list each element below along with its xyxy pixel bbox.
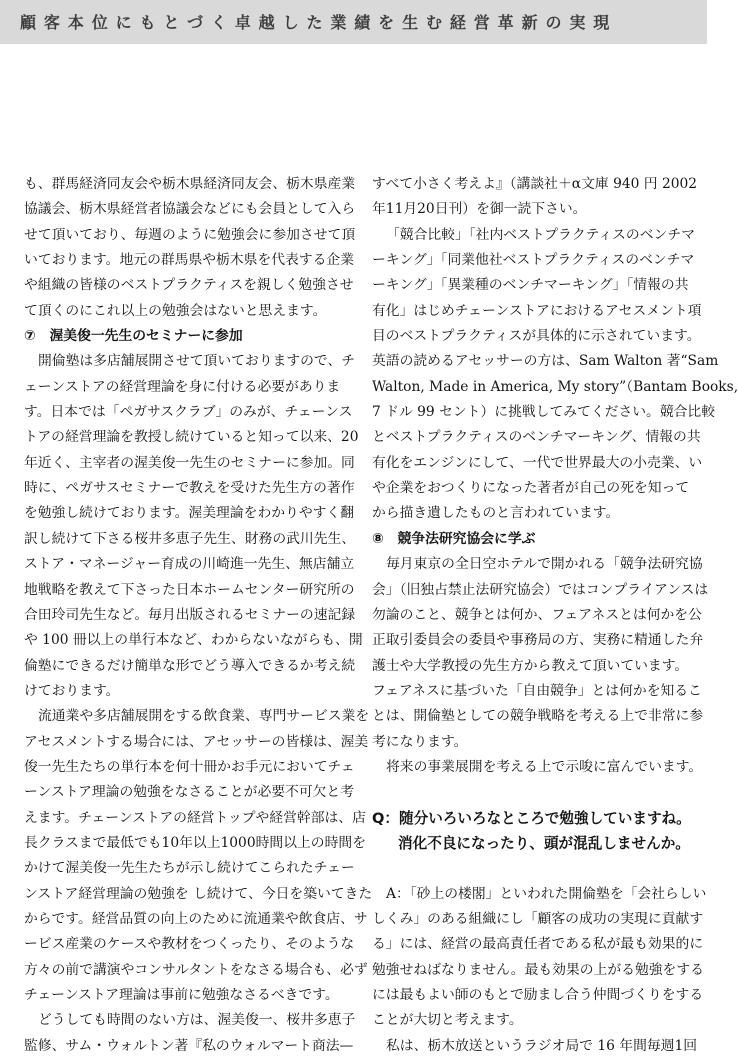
text-line: 協議会、栃木県経営者協議会などにも会員として入ら — [24, 201, 356, 218]
right-text-column — [372, 172, 738, 1059]
text-line: 勉強せねばなりません。最も効果の上がる勉強をする — [372, 961, 704, 978]
text-line: から描き遺したものと言われています。 — [372, 505, 620, 522]
text-line: えます。チェーンストアの経営トップや経営幹部は、店 — [24, 809, 366, 826]
text-line: いております。地元の群馬県や栃木県を代表する企業 — [24, 252, 355, 269]
left-text-column — [24, 172, 373, 1059]
text-line: 会」（旧独占禁止法研究協会）ではコンプライアンスは — [372, 581, 709, 598]
paragraph-start-line: 開倫塾は多店舗展開させて頂いておりますので、チ — [38, 353, 356, 370]
text-line: けております。 — [24, 682, 120, 699]
text-line: 方々の前で講演やコンサルタントをなさる場合も、必ず — [24, 961, 368, 978]
paragraph-start-line: 私は、栃木放送というラジオ局で 16 年間毎週1回 — [386, 1037, 698, 1054]
text-line: も、群馬経済同友会や栃木県経済同友会、栃木県産業 — [24, 176, 356, 192]
text-line: ーンストア理論の勉強をなさることが必要不可欠と考 — [24, 784, 355, 801]
text-line: ンストア経営理論の勉強を し続けて、今日を築いてきた — [24, 885, 373, 902]
text-line: 目のベストプラクティスが具体的に示されています。 — [372, 328, 701, 345]
text-line: や 100 冊以上の単行本など、わからないながらも、開 — [24, 632, 363, 649]
text-line: ーキング」「同業他社ベストプラクティスのベンチマ — [372, 252, 695, 269]
text-line: せて頂いており、毎週のように勉強会に参加させて頂 — [24, 226, 356, 243]
text-line: しくみ」のある組織にし「顧客の成功の実現に貢献す — [372, 910, 704, 927]
text-line: とは、開倫塾としての競争戦略を考える上で非常に参 — [372, 708, 704, 725]
text-line: 年11月20日刊）を御一読下さい。 — [372, 201, 587, 218]
text-line: や企業をおつくりになった著者が自己の死を知って — [372, 480, 690, 497]
text-line: とベストプラクティスのベンチマーキング、情報の共 — [372, 429, 701, 446]
text-line: 7 ドル 99 セント）に挑戦してみてください。競合比較 — [372, 404, 716, 421]
text-line: トアの経営理論を教授し続けていると知って以来、20 — [24, 429, 359, 446]
text-line: 考になります。 — [372, 733, 468, 750]
text-line: 俊一先生たちの単行本を何十冊かお手元においてチェ — [24, 758, 355, 775]
blank-line — [372, 856, 692, 881]
text-line: 有化」はじめチェーンストアにおけるアセスメント項 — [372, 302, 702, 319]
blank-line — [372, 780, 692, 805]
text-line: チェーンストア理論は事前に勉強なさるべきです。 — [24, 987, 339, 1003]
running-header-bar — [0, 0, 707, 44]
text-line: て頂くのにこれ以上の勉強会はないと思えます。 — [24, 302, 327, 319]
paragraph-start-line: 毎月東京の全日空ホテルで開かれる「競争法研究協 — [386, 556, 703, 573]
text-line: 時に、ペガサスセミナーで教えを受けた先生方の著作 — [24, 480, 355, 497]
text-line: ーキング」「異業種のベンチマーキング」「情報の共 — [372, 277, 689, 294]
text-line: 長クラスまで最低でも10年以上1000時間以上の時間を — [24, 834, 366, 851]
text-line: フェアネスに基づいた「自由競争」とは何かを知るこ — [372, 682, 702, 699]
text-line: 合田玲司先生など。毎月出版されるセミナーの速記録 — [24, 606, 356, 623]
question-line: Q：随分いろいろなところで勉強していますね。 — [372, 809, 691, 827]
paragraph-start-line: どうしても時間のない方は、渥美俊一、桜井多恵子 — [38, 1012, 356, 1029]
text-line: 英語の読めるアセッサーの方は、Sam Walton 著“Sam — [372, 353, 719, 370]
text-line: 護士や大学教授の先生方から教えて頂いています。 — [372, 657, 689, 674]
text-line: す。日本では「ペガサスクラブ」のみが、チェーンス — [24, 404, 353, 421]
text-line: ことが大切と考えます。 — [372, 1012, 523, 1029]
text-line: 有化をエンジンにして、一代で世界最大の小売業、い — [372, 454, 703, 471]
paragraph-start-line: 「競合比較」「社内ベストプラクティスのベンチマ — [386, 226, 695, 243]
section-heading: ⑦ 渥美俊一先生のセミナーに参加 — [24, 328, 243, 345]
text-line: には最もよい師のもとで励まし合う仲間づくりをする — [372, 987, 704, 1003]
running-header-title: 顧客本位にもとづく卓越した業績を生む経営革新の実現 — [20, 13, 618, 32]
text-line: ービス産業のケースや教材をつくったり、そのような — [24, 936, 355, 953]
paragraph-start-line: A：「砂上の楼閣」といわれた開倫塾を「会社らしい — [386, 885, 707, 902]
paragraph-start-line: 流通業や多店舗展開をする飲食業、専門サービス業を — [38, 708, 370, 725]
text-line: や組織の皆様のベストプラクティスを親しく勉強させ — [24, 277, 354, 294]
paragraph-start-line: 将来の事業展開を考える上で示唆に富んでいます。 — [386, 758, 703, 775]
text-line: る」には、経営の最高責任者である私が最も効果的に — [372, 936, 704, 953]
text-line: 監修、サム・ウォルトン著『私のウォルマート商法— — [24, 1037, 354, 1054]
text-line: Walton, Made in America, My story”（Bantam Books, — [372, 378, 738, 395]
text-line: かけて渥美俊一先生たちが示し続けてこられたチェー — [24, 860, 355, 877]
text-line: アセスメントする場合には、アセッサーの皆様は、渥美 — [24, 733, 369, 750]
text-line: からです。経営品質の向上のために流通業や飲食店、サ — [24, 910, 368, 927]
text-line: ェーンストアの経営理論を身に付ける必要がありま — [24, 378, 341, 395]
text-line: ストア・マネージャー育成の川崎進一先生、無店舗立 — [24, 556, 355, 573]
text-line: を勉強し続けております。渥美理論をわかりやすく翻 — [24, 505, 355, 522]
section-heading: ⑧ 競争法研究協会に学ぶ — [372, 530, 536, 547]
text-line: 正取引委員会の委員や事務局の方、実務に精通した弁 — [372, 632, 704, 649]
text-line: 年近く、主宰者の渥美俊一先生のセミナーに参加。同 — [24, 454, 355, 471]
text-line: すべて小さく考えよ』（講談社＋α文庫 940 円 2002 — [372, 176, 698, 192]
question-line: 消化不良になったり、頭が混乱しませんか。 — [398, 834, 690, 852]
text-line: 勿論のこと、競争とは何か、フェアネスとは何かを公 — [372, 606, 702, 623]
text-line: 地戦略を教えて下さった日本ホームセンター研究所の — [24, 581, 355, 598]
text-line: 訳し続けて下さる桜井多恵子先生、財務の武川先生、 — [24, 530, 356, 547]
text-line: 倫塾にできるだけ簡単な形でどう導入できるか考え続 — [24, 657, 356, 674]
